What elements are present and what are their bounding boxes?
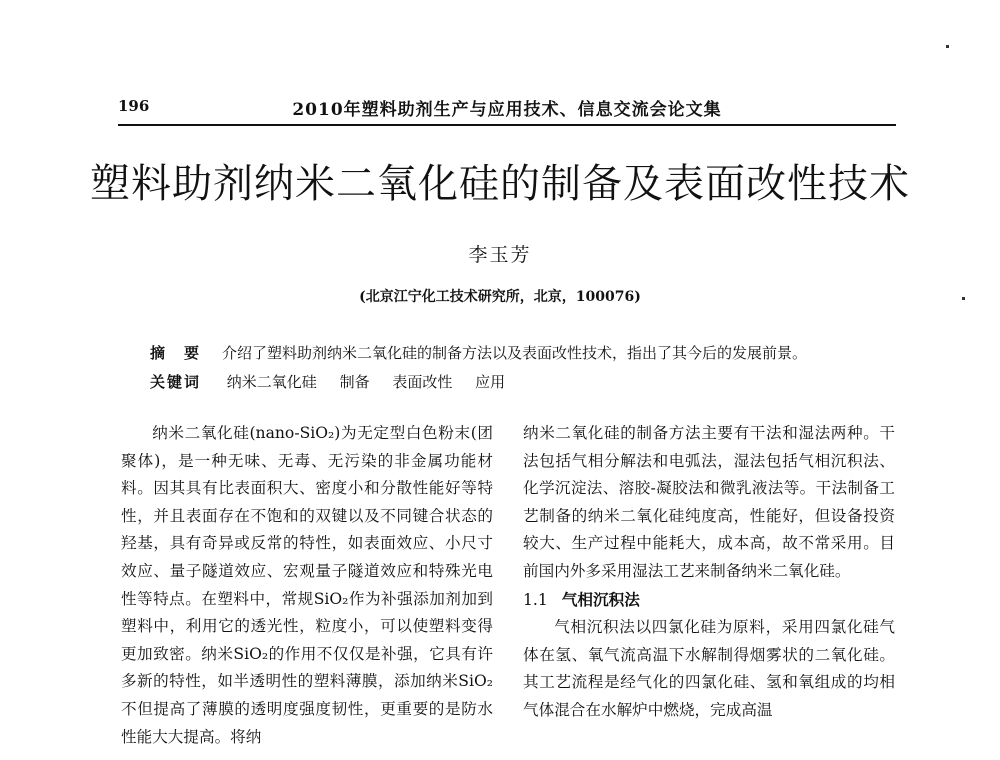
abstract-text: 介绍了塑料助剂纳米二氧化硅的制备方法以及表面改性技术，指出了其今后的发展前景。 — [222, 344, 808, 362]
running-title: 2010年塑料助剂生产与应用技术、信息交流会论文集 — [292, 100, 722, 120]
body-paragraph: 纳米二氧化硅(nano-SiO₂)为无定型白色粉末(团聚体)，是一种无味、无毒、无污染的非金属功能材料。因其具有比表面积大、密度小和分散性能好等特性，并且表面存在不饱和的双键以及不同键合状态的羟基，具有奇异或反常的特性，如表面效应、小尺寸效应、量子隧道效应、宏观量子隧道效应和特殊光电性等特点。在塑料中，常规SiO₂作为补强添加剂加到塑料中，利用它的透光性，粒度小，可以使塑料变得更加致密。纳米SiO₂的作用不仅仅是补强，它具有许多新的特性，如半透明性的塑料薄膜，添加纳米SiO₂不但提高了薄膜的透明度强度韧性，更重要的是防水性能大大提高。将纳 — [121, 424, 493, 746]
header-rule — [118, 124, 896, 126]
author-name: 李玉芳 — [468, 244, 532, 266]
keyword: 纳米二氧化硅 — [226, 373, 317, 391]
body-paragraph: 纳米二氧化硅的制备方法主要有干法和湿法两种。干法包括气相分解法和电弧法，湿法包括气相沉积法、化学沉淀法、溶胶-凝胶法和微乳液法等。干法制备工艺制备的纳米二氧化硅纯度高，性能好，但设备投资较大、生产过程中能耗大，成本高，故不常采用。目前国内外多采用湿法工艺来制备纳米二氧化硅。 — [523, 424, 895, 580]
keywords-row — [150, 371, 523, 392]
abstract-label: 摘 要 — [150, 344, 202, 362]
keyword: 应用 — [475, 373, 506, 391]
page-number: 196 — [118, 97, 150, 115]
scan-speck — [962, 297, 965, 300]
scan-speck — [946, 45, 949, 48]
body-paragraph: 气相沉积法以四氯化硅为原料，采用四氯化硅气体在氢、氧气流高温下水解制得烟雾状的二氧化硅。其工艺流程是经气化的四氯化硅、氢和氧组成的均相气体混合在水解炉中燃烧，完成高温 — [523, 618, 895, 719]
paper-title: 塑料助剂纳米二氧化硅的制备及表面改性技术 — [90, 161, 910, 207]
keyword: 表面改性 — [392, 373, 453, 391]
keyword: 制备 — [339, 373, 370, 391]
section-number: 1.1 — [523, 590, 548, 609]
keywords-label: 关键词 — [150, 373, 202, 391]
right-column — [523, 420, 895, 760]
section-title: 气相沉积法 — [561, 589, 640, 609]
running-header — [118, 93, 896, 123]
section-heading — [523, 586, 895, 615]
abstract-row — [150, 342, 807, 363]
author-affiliation: (北京江宁化工技术研究所，北京，100076) — [359, 289, 641, 305]
left-column — [121, 420, 493, 760]
